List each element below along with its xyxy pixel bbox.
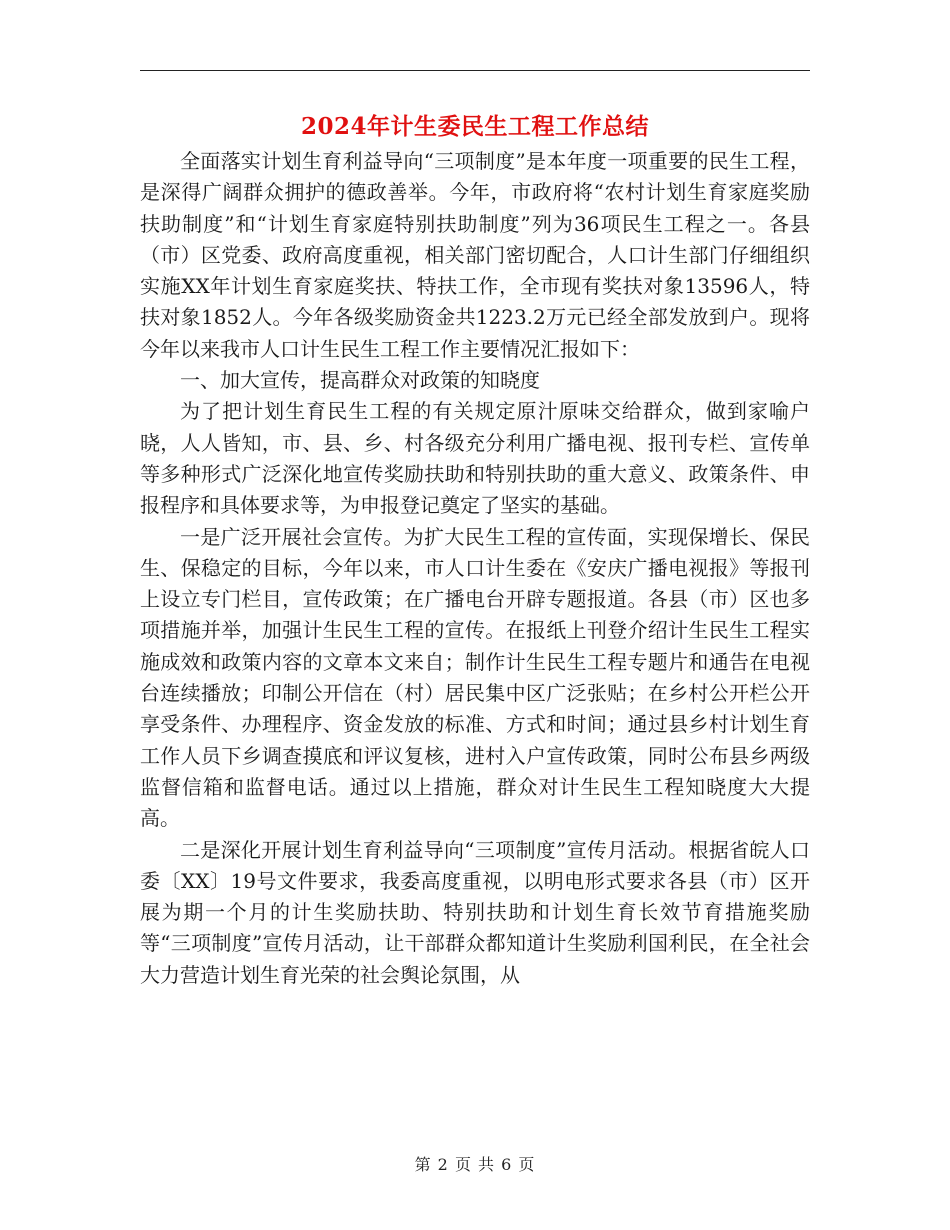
- paragraph-publicity-month: 二是深化开展计划生育利益导向“三项制度”宣传月活动。根据省皖人口委〔XX〕19号文件要求，我委高度重视，以明电形式要求各县（市）区开展为期一个月的计生奖励扶助、特别扶助和计划生育长效节育措施奖励等“三项制度”宣传月活动，让干部群众都知道计生奖励利国利民，在全社会大力营造计划生育光荣的社会舆论氛围，从: [140, 837, 810, 987]
- paragraph-intro: 全面落实计划生育利益导向“三项制度”是本年度一项重要的民生工程，是深得广阔群众拥护的德政善举。今年，市政府将“农村计划生育家庭奖励扶助制度”和“计划生育家庭特别扶助制度”列为36项民生工程之一。各县（市）区党委、政府高度重视，相关部门密切配合，人口计生部门仔细组织实施XX年计划生育家庭奖扶、特扶工作，全市现有奖扶对象13596人，特扶对象1852人。今年各级奖励资金共1223.2万元已经全部发放到户。现将今年以来我市人口计生民生工程工作主要情况汇报如下：: [140, 149, 810, 361]
- paragraph-publicity: 为了把计划生育民生工程的有关规定原汁原味交给群众，做到家喻户晓，人人皆知，市、县、乡、村各级充分利用广播电视、报刊专栏、宣传单等多种形式广泛深化地宣传奖励扶助和特别扶助的重大意义、政策条件、申报程序和具体要求等，为申报登记奠定了坚实的基础。: [140, 399, 810, 518]
- paragraph-social-publicity: 一是广泛开展社会宣传。为扩大民生工程的宣传面，实现保增长、保民生、保稳定的目标，今年以来，市人口计生委在《安庆广播电视报》等报刊上设立专门栏目，宣传政策；在广播电台开辟专题报道。各县（市）区也多项措施并举，加强计生民生工程的宣传。在报纸上刊登介绍计生民生工程实施成效和政策内容的文章本文来自；制作计生民生工程专题片和通告在电视台连续播放；印制公开信在（村）居民集中区广泛张贴；在乡村公开栏公开享受条件、办理程序、资金发放的标准、方式和时间；通过县乡村计划生育工作人员下乡调查摸底和评议复核，进村入户宣传政策，同时公布县乡两级监督信箱和监督电话。通过以上措施，群众对计生民生工程知晓度大大提高。: [140, 524, 810, 831]
- document-body: [140, 146, 810, 991]
- section-heading-1: 一、加大宣传，提高群众对政策的知晓度: [180, 368, 540, 393]
- page-number-footer: 第 2 页 共 6 页: [414, 1155, 536, 1174]
- document-title: 2024年计生委民生工程工作总结: [300, 113, 649, 140]
- header-rule: [140, 70, 810, 71]
